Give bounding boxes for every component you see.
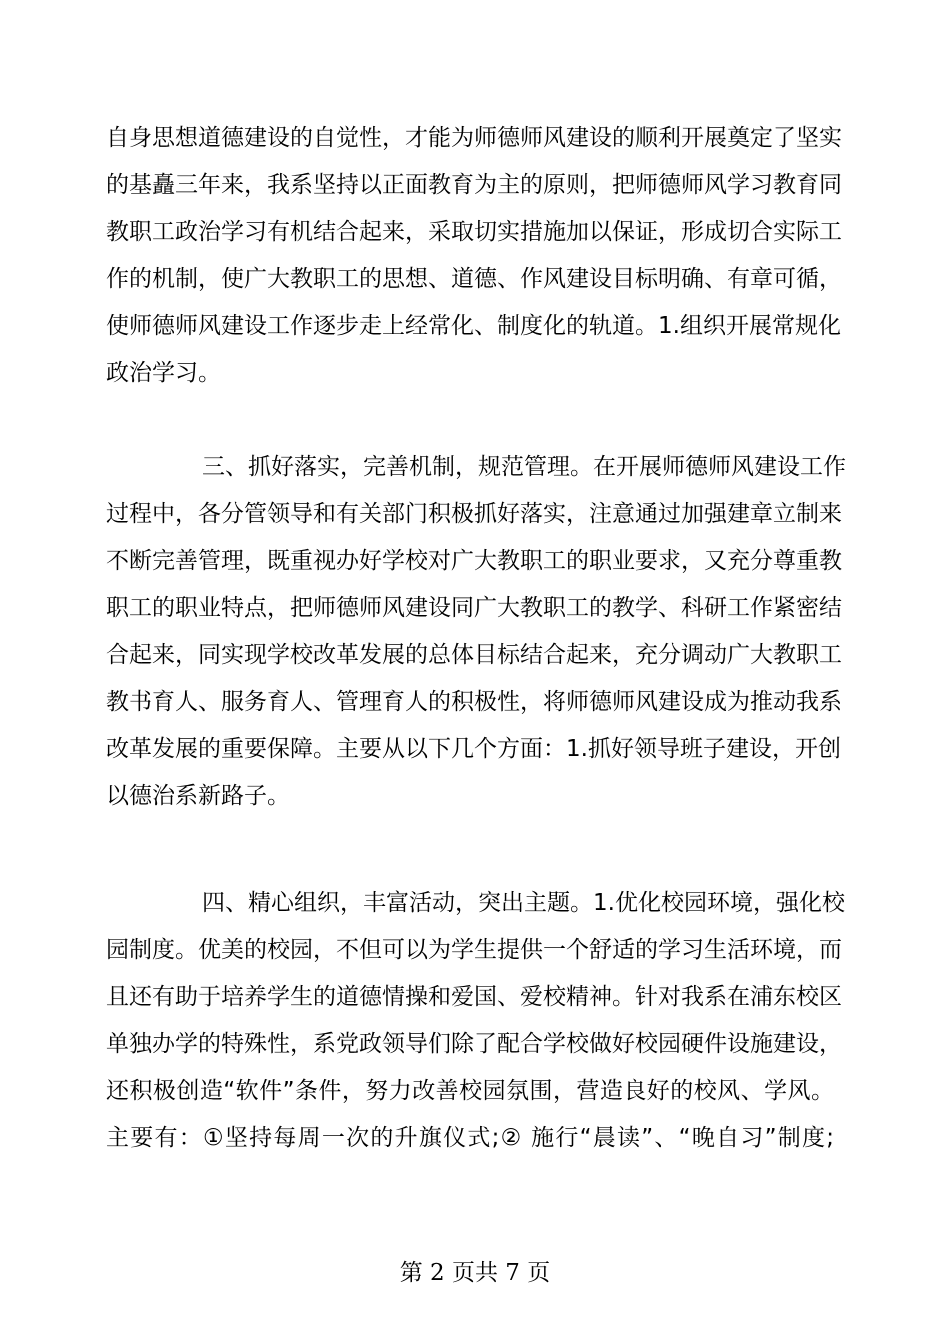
paragraph-1 bbox=[106, 115, 842, 397]
text-line: 过程中，各分管领导和有关部门积极抓好落实，注意通过加强建章立制来 bbox=[106, 501, 842, 527]
text-line: 作的机制，使广大教职工的思想、道德、作风建设目标明确、有章可循， bbox=[106, 266, 842, 292]
text-line: 单独办学的特殊性，系党政领导们除了配合学校做好校园硬件设施建设， bbox=[106, 1031, 842, 1057]
text-line: 四、精心组织，丰富活动，突出主题。1.优化校园环境，强化校 bbox=[202, 890, 845, 916]
text-line: 改革发展的重要保障。主要从以下几个方面：1.抓好领导班子建设，开创 bbox=[106, 736, 841, 762]
text-line: 自身思想道德建设的自觉性，才能为师德师风建设的顺利开展奠定了坚实 bbox=[106, 125, 842, 151]
text-line: 三、抓好落实，完善机制，规范管理。在开展师德师风建设工作 bbox=[202, 454, 846, 480]
text-line: 使师德师风建设工作逐步走上经常化、制度化的轨道。1.组织开展常规化 bbox=[106, 313, 841, 339]
text-line: 教书育人、服务育人、管理育人的积极性，将师德师风建设成为推动我系 bbox=[106, 689, 842, 715]
paragraph-3 bbox=[106, 880, 845, 1162]
text-line: 园制度。优美的校园，不但可以为学生提供一个舒适的学习生活环境，而 bbox=[106, 937, 842, 963]
text-line: 还积极创造“软件”条件，努力改善校园氛围，营造良好的校风、学风。 bbox=[106, 1078, 834, 1104]
text-line: 的基矗三年来，我系坚持以正面教育为主的原则，把师德师风学习教育同 bbox=[106, 172, 842, 198]
text-line: 不断完善管理，既重视办好学校对广大教职工的职业要求，又充分尊重教 bbox=[106, 548, 842, 574]
page-number-footer: 第 2 页共 7 页 bbox=[399, 1260, 551, 1286]
text-line: 政治学习。 bbox=[106, 360, 221, 386]
text-line: 主要有：①坚持每周一次的升旗仪式;② 施行“晨读”、“晚自习”制度; bbox=[106, 1125, 834, 1151]
text-line: 合起来，同实现学校改革发展的总体目标结合起来，充分调动广大教职工 bbox=[106, 642, 842, 668]
text-line: 教职工政治学习有机结合起来，采取切实措施加以保证，形成切合实际工 bbox=[106, 219, 842, 245]
text-line: 职工的职业特点，把师德师风建设同广大教职工的教学、科研工作紧密结 bbox=[106, 595, 842, 621]
paragraph-2 bbox=[106, 444, 846, 820]
text-line: 以德治系新路子。 bbox=[106, 783, 290, 809]
text-line: 且还有助于培养学生的道德情操和爱国、爱校精神。针对我系在浦东校区 bbox=[106, 984, 842, 1010]
